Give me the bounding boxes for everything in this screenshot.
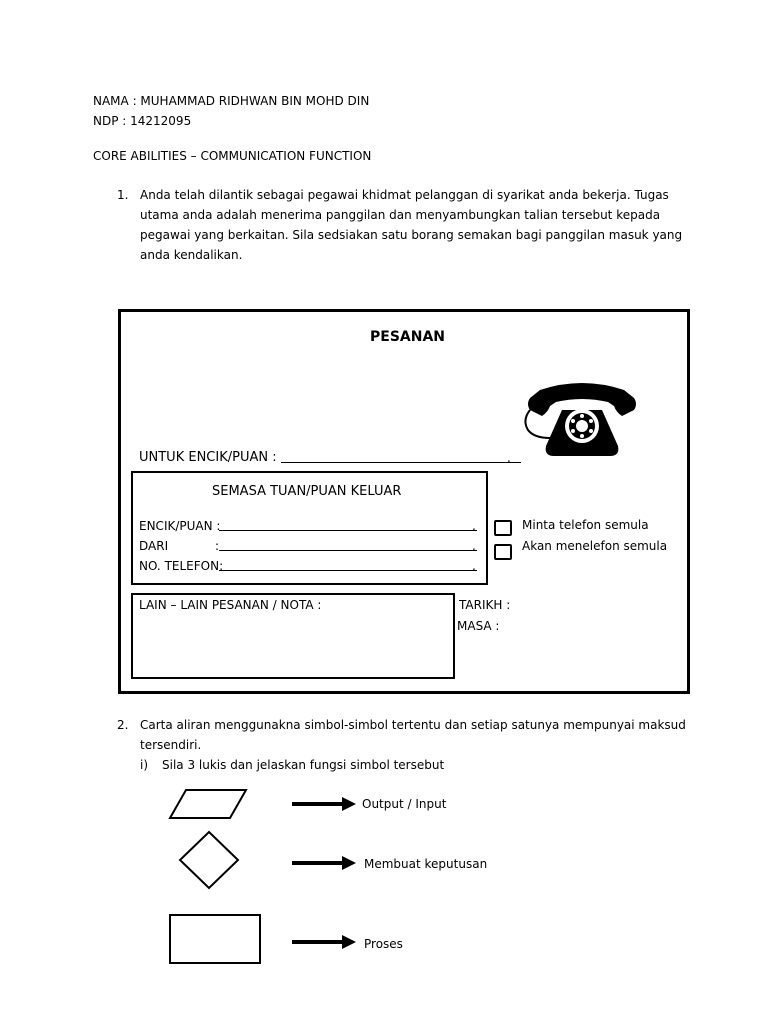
q1-line: pegawai yang berkaitan. Sila sedsiakan satu borang semakan bagi panggilan masuk yang — [140, 228, 683, 242]
dari-label: DARI — [139, 539, 169, 553]
telephone-icon — [522, 380, 642, 462]
diamond-shape — [178, 830, 240, 890]
symbol-label-proses: Proses — [364, 937, 403, 951]
q2-text — [140, 715, 686, 755]
q2-line: tersendiri. — [140, 738, 202, 752]
q1-line: utama anda adalah menerima panggilan dan menyambungkan talian tersebut kepada — [140, 208, 661, 222]
tarikh-label: TARIKH : — [459, 598, 511, 612]
dari-colon: : — [215, 539, 220, 553]
symbol-label-keputusan: Membuat keputusan — [364, 857, 488, 871]
arrow-right-icon — [290, 853, 360, 873]
telefon-field[interactable] — [219, 570, 477, 571]
subject-title: CORE ABILITIES – COMMUNICATION FUNCTION — [93, 149, 372, 163]
checkbox-akan-menelefon[interactable] — [494, 544, 512, 560]
q1-line: anda kendalikan. — [140, 248, 243, 262]
untuk-label: UNTUK ENCIK/PUAN : — [139, 450, 277, 465]
arrow-right-icon — [290, 794, 360, 814]
q1-line: Anda telah dilantik sebagai pegawai khidmat pelanggan di syarikat anda bekerja. Tugas — [140, 188, 669, 202]
encik-field[interactable] — [219, 530, 477, 531]
checkbox-minta-telefon[interactable] — [494, 520, 512, 536]
q2-number: 2. — [117, 718, 129, 732]
dari-field[interactable] — [219, 550, 477, 551]
student-name: NAMA : MUHAMMAD RIDHWAN BIN MOHD DIN — [93, 94, 370, 108]
encik-label: ENCIK/PUAN : — [139, 519, 221, 533]
masa-label: MASA : — [457, 619, 500, 633]
parallelogram-shape — [168, 788, 248, 820]
telefon-label: NO. TELEFON: — [139, 559, 224, 573]
untuk-field[interactable] — [281, 462, 521, 463]
arrow-right-icon — [290, 932, 360, 952]
encik-dot: . — [472, 519, 476, 533]
symbol-label-output-input: Output / Input — [362, 797, 447, 811]
rectangle-shape — [169, 914, 261, 964]
student-ndp: NDP : 14212095 — [93, 114, 192, 128]
form-title: PESANAN — [370, 329, 446, 345]
untuk-dot: . — [507, 451, 511, 465]
q2-sub-text: Sila 3 lukis dan jelaskan fungsi simbol tersebut — [162, 758, 445, 772]
option-minta-telefon: Minta telefon semula — [522, 518, 649, 532]
q1-number: 1. — [117, 188, 129, 202]
semasa-title: SEMASA TUAN/PUAN KELUAR — [212, 484, 402, 499]
q1-text — [140, 185, 682, 265]
option-akan-menelefon: Akan menelefon semula — [522, 539, 668, 553]
telefon-dot: . — [472, 559, 476, 573]
q2-sub-number: i) — [140, 758, 149, 772]
dari-dot: . — [472, 539, 476, 553]
nota-label: LAIN – LAIN PESANAN / NOTA : — [139, 598, 322, 612]
q2-line: Carta aliran menggunakna simbol-simbol tertentu dan setiap satunya mempunyai maksud — [140, 718, 686, 732]
